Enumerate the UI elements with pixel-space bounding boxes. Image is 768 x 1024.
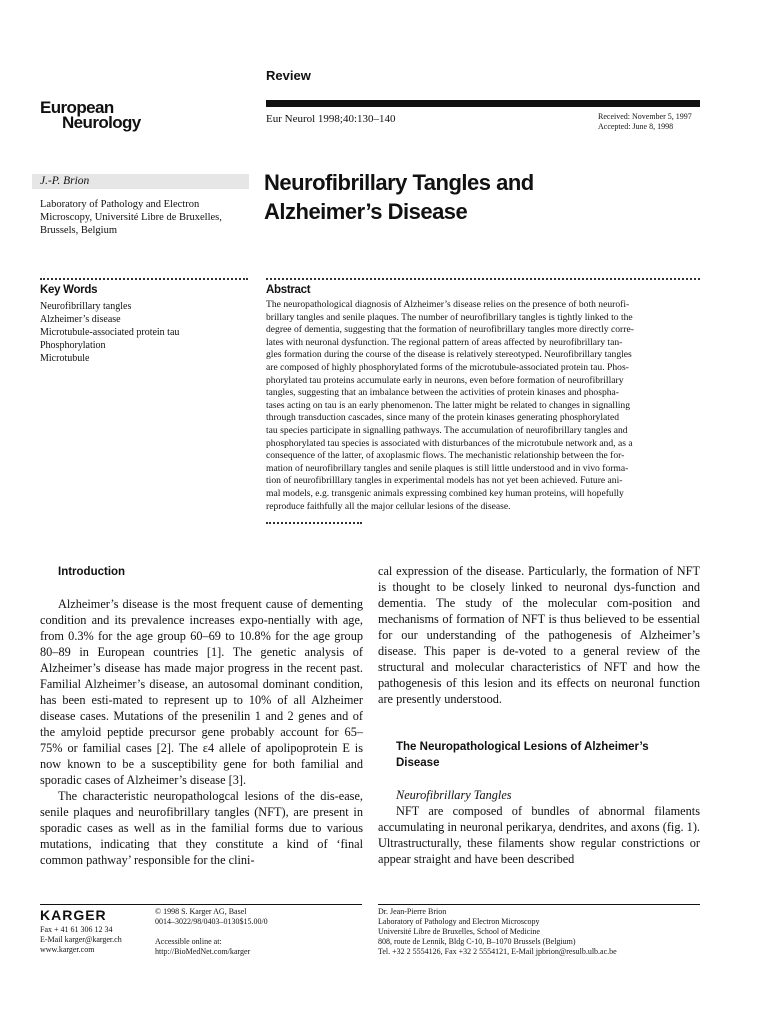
- received-accepted-dates: [598, 112, 692, 132]
- abstract-line: brillary tangles and senile plaques. The number of neurofibrillary tangles is tightly linked to the: [266, 311, 633, 323]
- abstract-heading: Abstract: [266, 284, 311, 296]
- body-paragraph: NFT are composed of bundles of abnormal filaments accumulating in neuronal perikarya, dendrites, and axons (fig. 1). Ultrastructurally, these filaments show regular constrictions or appear straight and have been described: [378, 804, 700, 866]
- abstract-line: consequence of the latter, of axoplasmic flows. The mechanistic relationship between the for-: [266, 450, 625, 462]
- abstract-line: tangles, suggesting that an imbalance between the activities of protein kinases and phospha-: [266, 387, 620, 399]
- journal-logo-line: Neurology: [62, 113, 141, 132]
- section-heading: The Neuropathological Lesions of Alzheimer’s Disease: [396, 741, 649, 769]
- keywords-divider: [40, 278, 248, 280]
- keyword-item: Microtubule-associated protein tau: [40, 327, 180, 338]
- abstract-line: mal models, e.g. transgenic animals expressing combined key human proteins, will hopefully: [266, 487, 624, 499]
- copyright-spacer: [155, 927, 268, 937]
- affiliation-line: Microscopy, Université Libre de Bruxelles,: [40, 212, 222, 223]
- copyright-line: Accessible online at:: [155, 937, 222, 946]
- journal-logo-line: European: [40, 98, 114, 117]
- contact-line: E-Mail karger@karger.ch: [40, 935, 122, 944]
- header-rule: [266, 100, 700, 107]
- received-date: Received: November 5, 1997: [598, 112, 692, 121]
- abstract-line: lates with neuronal dysfunction. The regional pattern of areas affected by neurofibrillary tan-: [266, 336, 623, 348]
- affiliation: [40, 198, 252, 237]
- keywords-list: [40, 300, 179, 365]
- body-column-right: [378, 563, 700, 867]
- footer-rule-left: [40, 904, 362, 905]
- keyword-item: Neurofibrillary tangles: [40, 301, 132, 312]
- citation: Eur Neurol 1998;40:130–140: [266, 113, 396, 125]
- keyword-item: Alzheimer’s disease: [40, 314, 121, 325]
- abstract-line: phorylated tau proteins accumulate early in neurons, even before formation of neurofibrillary: [266, 374, 624, 386]
- correspondence-line: 808, route de Lennik, Bldg C-10, B–1070 Brussels (Belgium): [378, 937, 576, 946]
- abstract-end-divider: [266, 522, 362, 524]
- abstract-line: phosphorylated tau species is associated with disturbances of the microtubule network and, as a: [266, 437, 633, 449]
- body-paragraph: Alzheimer’s disease is the most frequent cause of dementing condition and its prevalence increases expo-nentially with age, from 0.3% for the age group 60–69 to 10.8% for the age group 80–89 in European countries [1]. The genetic analysis of Alzheimer’s disease has made major progress in the recent past. Familial Alzheimer’s disease, an autosomal dominant condition, has been esti-mated to represent up to 10% of all Alzheimer disease cases. Mutations of the presenilin 1 and 2 genes and of the amyloid peptide precursor gene probably account for 65–75% or familial cases [2]. The ε4 allele of apolipoprotein E is now known to be a susceptibility gene for both familial and sporadic cases of Alzheimer’s disease [3].: [40, 597, 363, 787]
- correspondence-line: Laboratory of Pathology and Electron Microscopy: [378, 917, 540, 926]
- abstract-line: mation of neurofibrillary tangles and senile plaques is still little understood and in vivo forma-: [266, 462, 629, 474]
- abstract-line: through transduction cascades, since many of the protein kinases generating phosphorylated: [266, 412, 620, 424]
- introduction-heading: Introduction: [58, 566, 126, 578]
- keyword-item: Microtubule: [40, 353, 90, 364]
- footer-rule-right: [378, 904, 700, 905]
- copyright-block: [155, 907, 268, 957]
- section-label: Review: [266, 68, 311, 83]
- article-title: [264, 168, 704, 226]
- affiliation-line: Laboratory of Pathology and Electron: [40, 199, 200, 210]
- body-column-left: [40, 564, 363, 868]
- abstract-line: tases acting on tau is an early phenomenon. The latter might be related to changes in signalling: [266, 399, 631, 411]
- abstract-line: reproduce faithfully all the major cellular lesions of the disease.: [266, 500, 511, 512]
- body-paragraph: The characteristic neuropathologcal lesions of the dis-ease, senile plaques and neurofibrillary tangles (NFT), are present in sporadic cases as well as in the familial forms due to various mutations, indicating that they constitute a kind of ‘final common pathway’ responsible for the clini-: [40, 789, 363, 867]
- correspondence-line: Tel. +32 2 5554126, Fax +32 2 5554121, E-Mail jpbrion@resulb.ulb.ac.be: [378, 947, 617, 956]
- copyright-line: http://BioMedNet.com/karger: [155, 947, 251, 956]
- affiliation-line: Brussels, Belgium: [40, 225, 118, 236]
- journal-logo: [40, 100, 141, 130]
- abstract-line: tau species participate in signalling pathways. The accumulation of neurofibrillary tangles and: [266, 424, 628, 436]
- contact-line: www.karger.com: [40, 945, 95, 954]
- abstract-line: degree of dementia, suggesting that the formation of neurofibrillary tangles more directly corre-: [266, 324, 634, 336]
- title-line: Neurofibrillary Tangles and: [264, 170, 534, 195]
- keywords-heading: Key Words: [40, 284, 98, 296]
- abstract-line: gles formation during the course of the disease is relatively stereotyped. Neurofibrillary tangles: [266, 349, 632, 361]
- publisher-logo: KARGER: [40, 907, 107, 923]
- abstract-line: are composed of highly phosphorylated forms of the microtubule-associated protein tau. Phos-: [266, 361, 629, 373]
- abstract-text: [266, 299, 700, 513]
- copyright-line: 0014–3022/98/0403–0130$15.00/0: [155, 917, 268, 926]
- abstract-line: tion of neurofibrilllary tangles in experimental models has not yet been achieved. Future ani-: [266, 475, 623, 487]
- publisher-contact: [40, 925, 122, 955]
- author-name: J.-P. Brion: [40, 175, 90, 187]
- correspondence-line: Dr. Jean-Pierre Brion: [378, 907, 447, 916]
- accepted-date: Accepted: June 8, 1998: [598, 122, 674, 131]
- correspondence-block: [378, 907, 617, 957]
- contact-line: Fax + 41 61 306 12 34: [40, 925, 113, 934]
- subsection-heading: Neurofibrillary Tangles: [396, 788, 512, 802]
- copyright-line: © 1998 S. Karger AG, Basel: [155, 907, 247, 916]
- abstract-divider: [266, 278, 700, 280]
- title-line: Alzheimer’s Disease: [264, 199, 468, 224]
- abstract-line: The neuropathological diagnosis of Alzheimer’s disease relies on the presence of both neurofi-: [266, 299, 630, 310]
- body-paragraph: cal expression of the disease. Particularly, the formation of NFT is thought to be closely linked to neuronal dys-function and dementia. The study of the molecular com-position and mechanisms of formation of NFT is thus believed to be essential for our understanding of the pathogenesis of Alzheimer’s disease. This paper is de-voted to a general review of the structural and molecular characteristics of NFT and how the pathogenesis of this lesion and its effects on neuronal function are presently understood.: [378, 564, 700, 706]
- keyword-item: Phosphorylation: [40, 340, 106, 351]
- correspondence-line: Université Libre de Bruxelles, School of Medicine: [378, 927, 540, 936]
